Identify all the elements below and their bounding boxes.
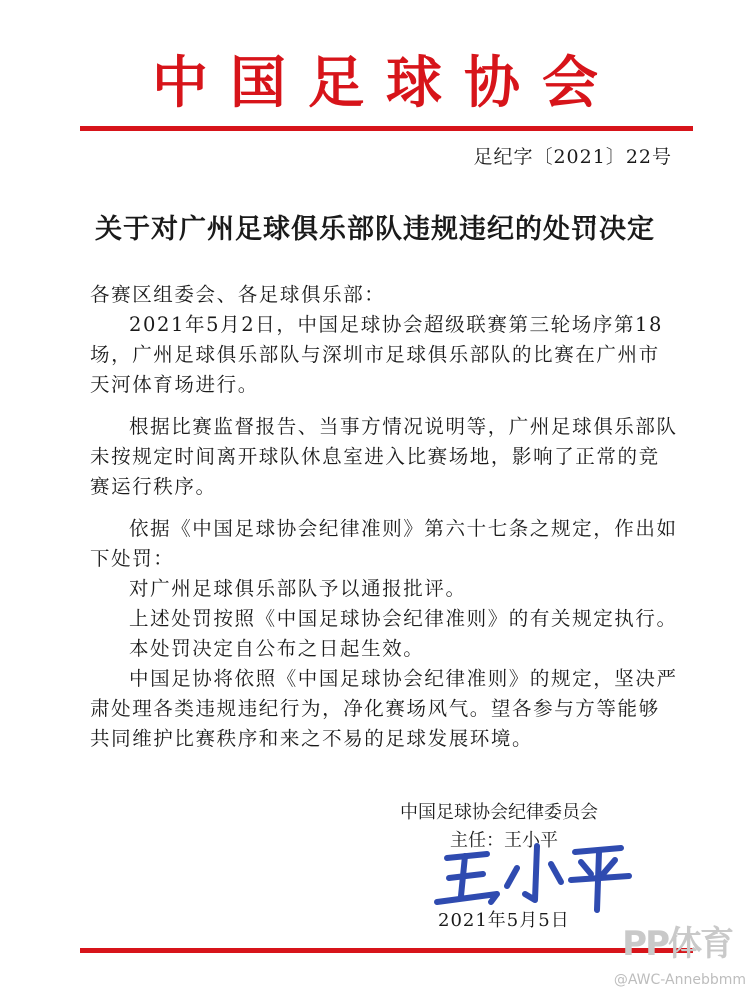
handwritten-signature	[425, 838, 635, 913]
signing-date: 2021年5月5日	[438, 910, 570, 931]
signing-chair: 主任：王小平	[450, 830, 558, 851]
paragraph-basis: 依据《中国足球协会纪律准则》第六十七条之规定，作出如下处罚：	[90, 517, 678, 570]
document-title: 关于对广州足球俱乐部队违规违纪的处罚决定	[95, 214, 655, 245]
letterhead-divider	[80, 126, 693, 131]
paragraph-closing: 中国足协将依照《中国足球协会纪律准则》的规定，坚决严肃处理各类违规违纪行为，净化赛场风气。望各参与方等能够共同维护比赛秩序和来之不易的足球发展环境。	[90, 667, 678, 750]
paragraph-execution: 上述处罚按照《中国足球协会纪律准则》的有关规定执行。	[129, 607, 678, 630]
paragraph-incident: 2021年5月2日，中国足球协会超级联赛第三轮场序第18场，广州足球俱乐部队与深圳市足球俱乐部队的比赛在广州市天河体育场进行。	[90, 313, 664, 396]
watermark	[540, 916, 750, 996]
addressee: 各赛区组委会、各足球俱乐部：	[90, 283, 386, 306]
paragraph-effective: 本处罚决定自公布之日起生效。	[129, 637, 425, 660]
letterhead: 中国足球协会	[152, 50, 620, 116]
document-number: 足纪字〔2021〕22号	[473, 146, 672, 168]
paragraph-penalty: 对广州足球俱乐部队予以通报批评。	[129, 577, 467, 600]
pp-sports-logo: PP体育	[622, 924, 732, 964]
weibo-handle: @AWC-Annebbmm	[613, 972, 746, 988]
paragraph-findings: 根据比赛监督报告、当事方情况说明等，广州足球俱乐部队未按规定时间离开球队休息室进入比赛场地，影响了正常的竞赛运行秩序。	[90, 415, 678, 498]
document-body	[90, 280, 680, 754]
signing-organization: 中国足球协会纪律委员会	[400, 802, 598, 823]
